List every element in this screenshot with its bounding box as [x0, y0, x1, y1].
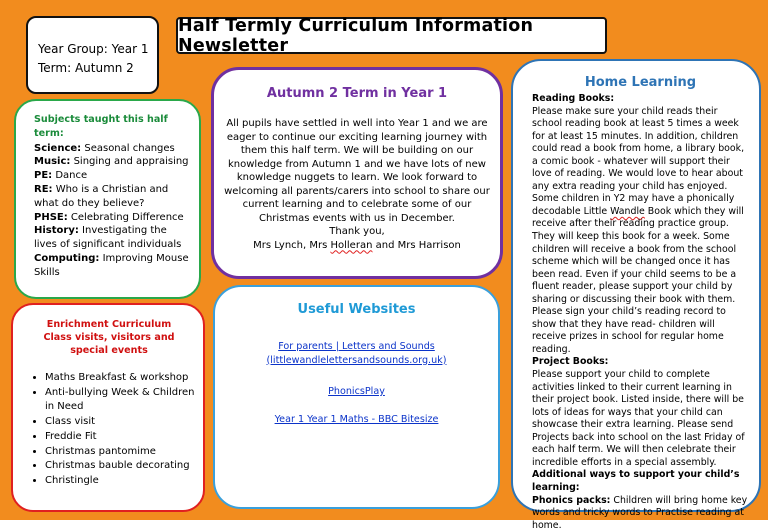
list-item: • Maths Breakfast & workshop [45, 371, 195, 386]
newsletter-title: Half Termly Curriculum Information Newsletter [176, 17, 607, 54]
subject-label: History: [34, 225, 79, 236]
subject-text: Improving Mouse Skills [34, 253, 189, 278]
subject-text: Seasonal changes [81, 143, 175, 154]
subject-text: Dance [52, 170, 87, 181]
subject-label: PE: [34, 170, 52, 181]
link-line: (littlewandlelettersandsounds.org.uk) [267, 355, 447, 366]
list-item: • Christmas bauble decorating [45, 459, 195, 474]
subject-item [34, 155, 191, 169]
subject-text: Singing and appraising [70, 156, 188, 167]
phonics-packs-detail: Children will bring home key words and tricky words to Practise reading at home. [532, 495, 747, 531]
list-item: • Christingle [45, 474, 195, 489]
signatures-before: Mrs Lynch, Mrs [253, 240, 330, 251]
project-books-heading: Project Books: [532, 356, 749, 369]
subject-item [34, 211, 191, 225]
subject-label: Computing: [34, 253, 99, 264]
spellcheck-word: Wandle [610, 206, 645, 217]
subject-label: Music: [34, 156, 70, 167]
list-item: • Class visit [45, 415, 195, 430]
reading-books-heading: Reading Books: [532, 93, 749, 106]
useful-websites-box [213, 285, 500, 509]
year-info-box [26, 16, 159, 94]
subject-item [34, 169, 191, 183]
autumn-message: All pupils have settled in well into Year 1 and we are eager to continue our exciting learning journey with them this half term. We will be building on our knowledge from Autumn 1 and we have lots of new knowledge nuggets to learn. We look forward to welcoming all parents/carers into school to share our current learning and to celebrate some of our Christmas events with us in December. [224, 117, 490, 225]
signature-name-spellcheck: Holleran [330, 240, 372, 251]
signatures-after: and Mrs Harrison [372, 240, 460, 251]
subject-item [34, 252, 191, 280]
home-learning-box [511, 59, 761, 512]
autumn-signoff: Thank you, [224, 225, 490, 239]
list-item: • Christmas pantomime [45, 445, 195, 460]
subject-text: Celebrating Difference [68, 212, 184, 223]
list-item: • Anti-bullying Week & Children in Need [45, 386, 195, 415]
reading-books-text [532, 106, 749, 357]
project-books-text: Please support your child to complete activities linked to their current learning in their project book. Listed inside, there will be lots of ideas for ways that your child can showcase their extra learning. Please send Projects back into school on the last Friday of each half term. We will then celebrate their incredible efforts in a special assembly. [532, 369, 749, 469]
additional-support-heading: Additional ways to support your child’s learning: [532, 469, 749, 494]
autumn-term-box [211, 67, 503, 279]
websites-heading: Useful Websites [215, 302, 498, 317]
enrichment-subheading: Class visits, visitors and special events [23, 331, 195, 357]
reading-text-part: Please make sure your child reads their school reading book at least 5 times a week for at least 15 minutes. In addition, children could read a book from home, a library book, a comic book - whatever will support their love of reading. We would love to hear about any extra reading your child has enjoyed. Some children in Y2 may have a phonically decodable Little [532, 106, 744, 217]
subjects-heading: Subjects taught this half term: [34, 113, 191, 141]
subject-text: Who is a Christian and what do they believe? [34, 184, 168, 209]
subjects-box [14, 99, 201, 299]
enrichment-heading: Enrichment Curriculum [23, 318, 195, 331]
phonicsplay-link[interactable]: PhonicsPlay [215, 385, 498, 399]
phonics-packs-label: Phonics packs: [532, 495, 610, 506]
bbc-bitesize-link[interactable]: Year 1 Year 1 Maths - BBC Bitesize [215, 413, 498, 427]
subject-label: Science: [34, 143, 81, 154]
list-item: • Freddie Fit [45, 430, 195, 445]
subject-item [34, 224, 191, 252]
autumn-body [224, 117, 490, 252]
phonics-packs-text [532, 495, 749, 532]
autumn-signatures [224, 239, 490, 253]
letters-and-sounds-link[interactable] [215, 340, 498, 367]
subject-text: Investigating the lives of significant individuals [34, 225, 181, 250]
term-text: Term: Autumn 2 [38, 59, 157, 78]
subject-label: RE: [34, 184, 53, 195]
link-line: For parents | Letters and Sounds [278, 341, 435, 352]
subject-item [34, 142, 191, 156]
enrichment-list [23, 371, 195, 489]
subject-item [34, 183, 191, 211]
autumn-heading: Autumn 2 Term in Year 1 [214, 86, 500, 101]
enrichment-box [11, 303, 205, 512]
home-learning-heading: Home Learning [532, 75, 749, 91]
year-group-text: Year Group: Year 1 [38, 40, 157, 59]
subject-label: PHSE: [34, 212, 68, 223]
reading-text-part: Book which they will receive after their reading practice group. They will keep this book for a week. Some children will receive a book from the school scheme which will be changed once it has been read. Even if your child seems to be a fluent reader, please support your child by sharing or discussing their book with them. Please sign your child’s reading record to show that they have read- children will receive prizes in school for regular home reading. [532, 206, 744, 355]
